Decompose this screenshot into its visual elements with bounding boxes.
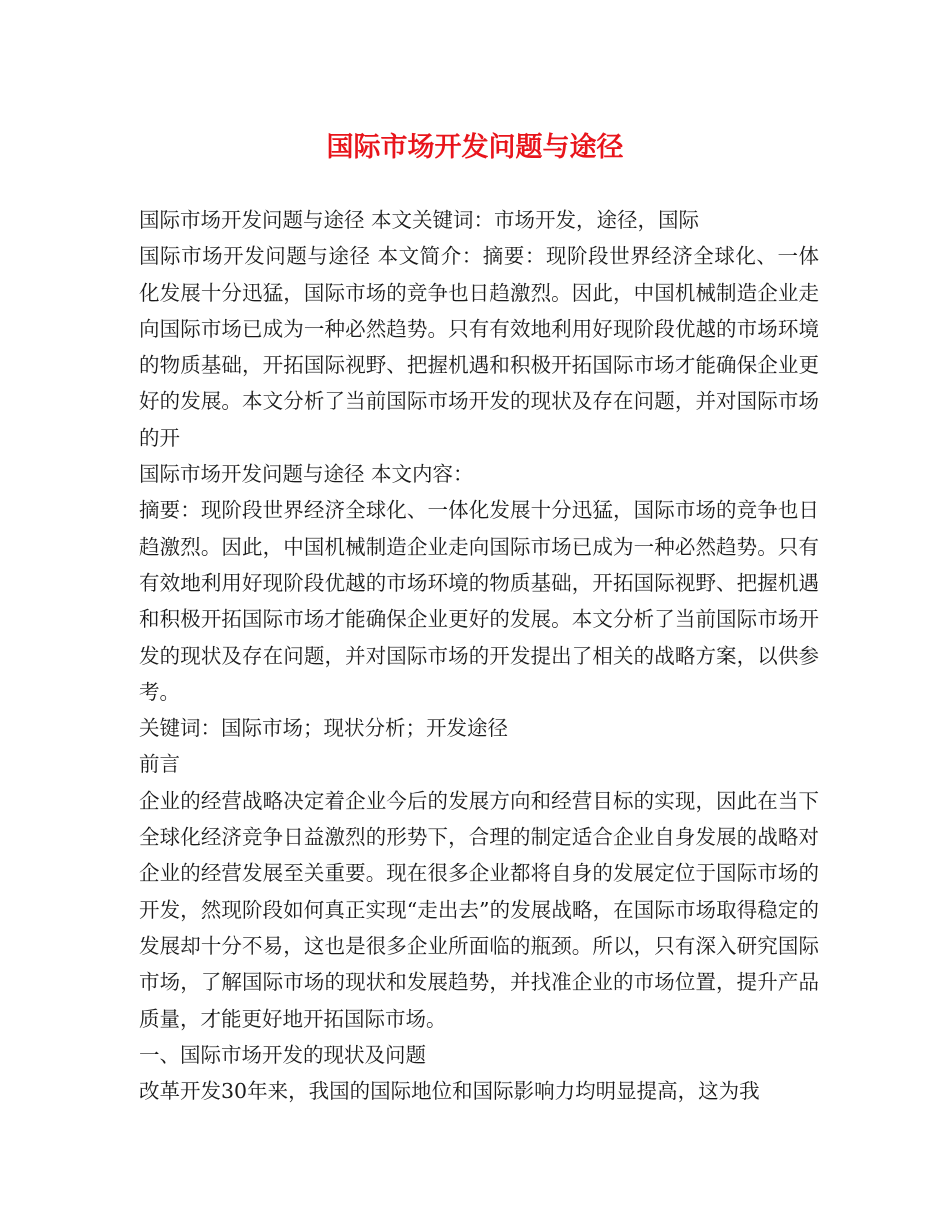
- section-heading: 一、国际市场开发的现状及问题: [139, 1042, 426, 1067]
- keywords-line: 国际市场开发问题与途径 本文关键词：市场开发，途径，国际: [139, 208, 700, 232]
- preface-paragraph: 企业的经营战略决定着企业今后的发展方向和经营目标的实现，因此在当下全球化经济竞争日益激烈的形势下，合理的制定适合企业自身发展的战略对企业的经营发展至关重要。现在很多企业都将自身的发展定位于国际市场的开发，然现阶段如何真正实现“走出去”的发展战略，在国际市场取得稳定的发展却十分不易，这也是很多企业所面临的瓶颈。所以，只有深入研究国际市场，了解国际市场的现状和发展趋势，并找准企业的市场位置，提升产品质量，才能更好地开拓国际市场。: [139, 788, 819, 1031]
- document-body: [139, 202, 819, 1109]
- document-title: 国际市场开发问题与途径: [326, 132, 624, 163]
- abstract-paragraph: 摘要：现阶段世界经济全球化、一体化发展十分迅猛，国际市场的竞争也日趋激烈。因此，中国机械制造企业走向国际市场已成为一种必然趋势。只有有效地利用好现阶段优越的市场环境的物质基础，开拓国际视野、把握机遇和积极开拓国际市场才能确保企业更好的发展。本文分析了当前国际市场开发的现状及存在问题，并对国际市场的开发提出了相关的战略方案，以供参考。: [139, 498, 819, 704]
- content-heading: 国际市场开发问题与途径 本文内容：: [139, 462, 474, 487]
- section-paragraph: 改革开发30年来，我国的国际地位和国际影响力均明显提高，这为我: [139, 1079, 760, 1104]
- keywords-paragraph: 关键词：国际市场；现状分析；开发途径: [139, 716, 508, 741]
- summary-paragraph: 国际市场开发问题与途径 本文简介：摘要：现阶段世界经济全球化、一体化发展十分迅猛，国际市场的竞争也日趋激烈。因此，中国机械制造企业走向国际市场已成为一种必然趋势。只有有效地利用好现阶段优越的市场环境的物质基础，开拓国际视野、把握机遇和积极开拓国际市场才能确保企业更好的发展。本文分析了当前国际市场开发的现状及存在问题，并对国际市场的开: [139, 244, 819, 450]
- preface-heading: 前言: [139, 752, 180, 777]
